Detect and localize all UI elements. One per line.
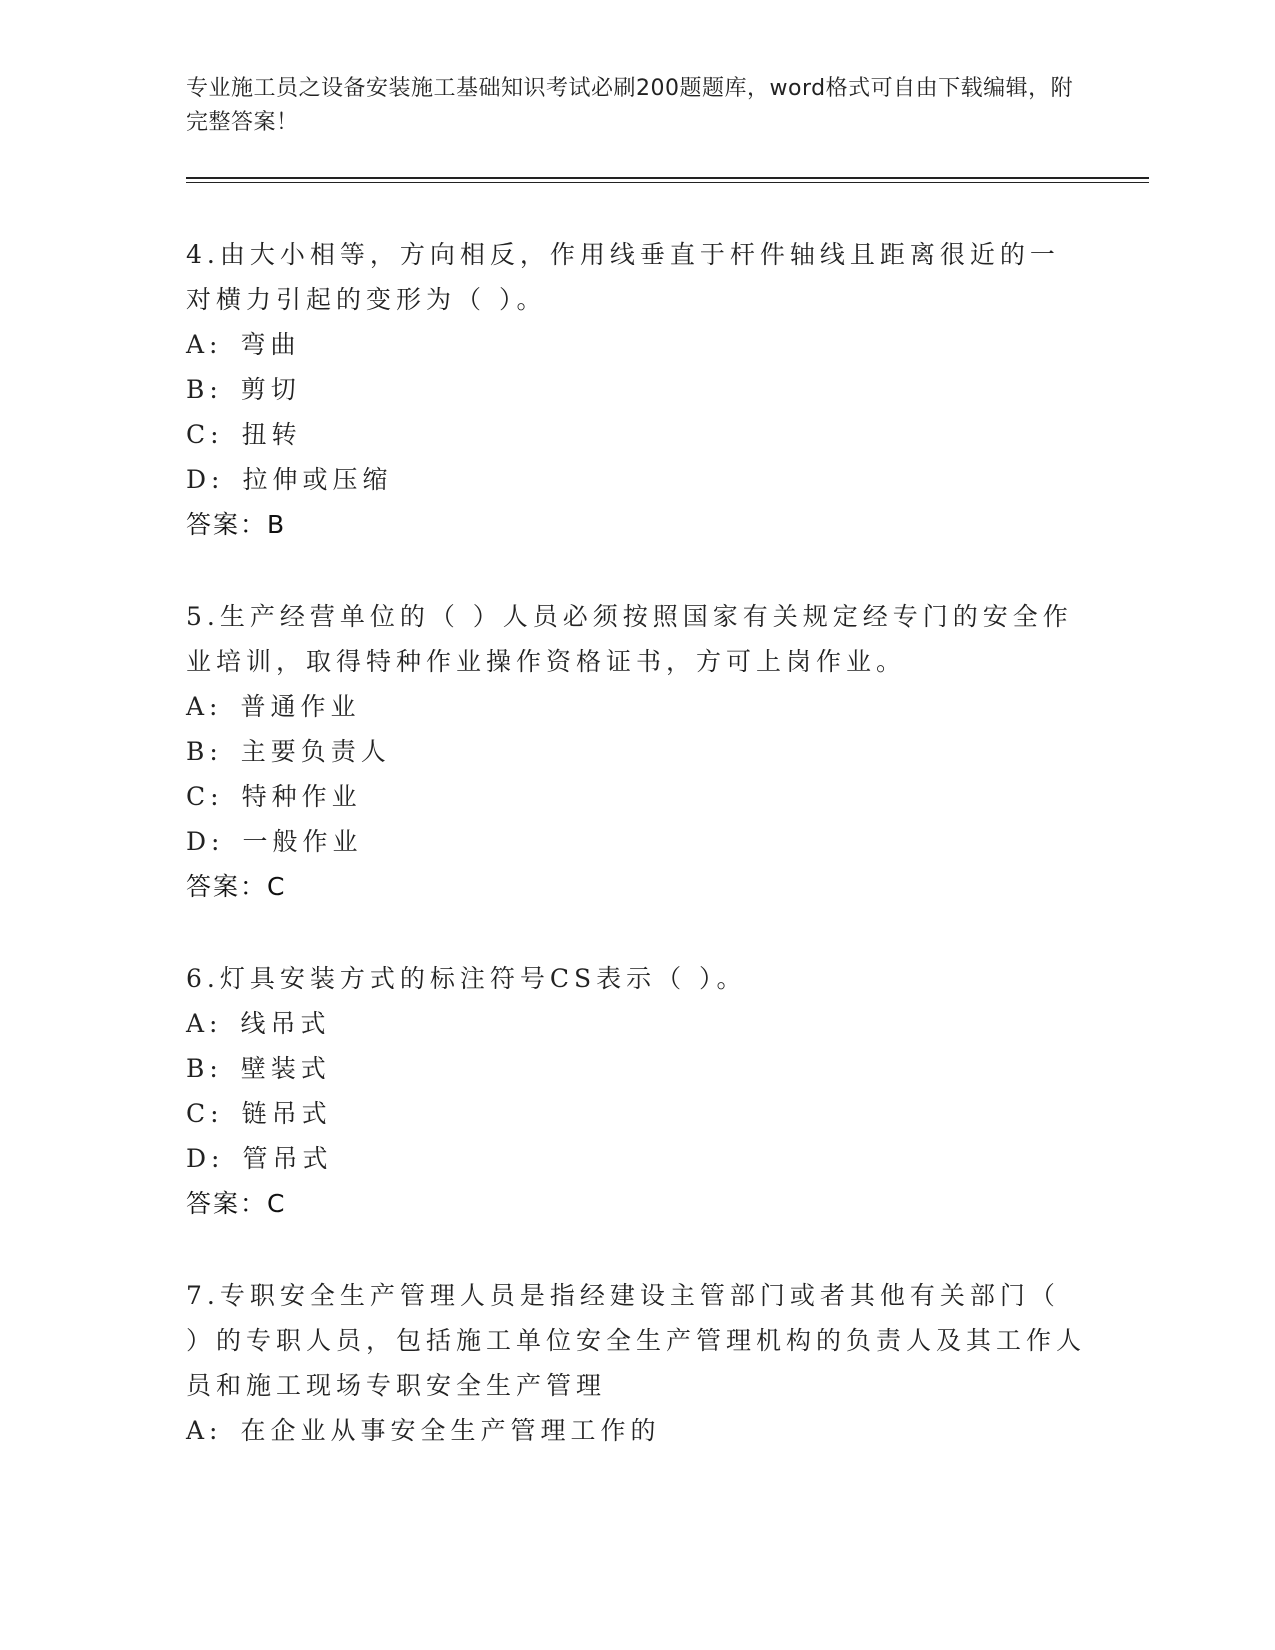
option-d xyxy=(186,1136,1086,1181)
option-text: 弯曲 xyxy=(240,330,301,359)
option-text: 剪切 xyxy=(240,375,301,404)
option-letter: C: xyxy=(186,782,224,811)
option-c xyxy=(186,412,1086,457)
option-d xyxy=(186,819,1086,864)
option-text: 拉伸或压缩 xyxy=(242,465,393,494)
answer-line: 答案：B xyxy=(186,510,287,539)
answer-line: 答案：C xyxy=(186,872,287,901)
option-letter: B: xyxy=(186,1054,223,1083)
question-4 xyxy=(186,232,1086,547)
question-text: 6.灯具安装方式的标注符号CS表示（ ）。 xyxy=(186,964,747,993)
question-text: 4.由大小相等，方向相反，作用线垂直于杆件轴线且距离很近的一对横力引起的变形为（ ）。 xyxy=(186,240,1060,314)
option-letter: D: xyxy=(186,465,225,494)
question-7 xyxy=(186,1273,1086,1453)
option-letter: D: xyxy=(186,827,225,856)
option-letter: A: xyxy=(186,1416,223,1445)
option-letter: B: xyxy=(186,737,223,766)
option-a xyxy=(186,684,1086,729)
option-text: 管吊式 xyxy=(242,1144,333,1173)
option-letter: D: xyxy=(186,1144,225,1173)
option-text: 在企业从事安全生产管理工作的 xyxy=(240,1416,661,1445)
option-b xyxy=(186,729,1086,774)
option-letter: B: xyxy=(186,375,223,404)
option-text: 普通作业 xyxy=(240,692,361,721)
question-5 xyxy=(186,594,1086,909)
option-letter: A: xyxy=(186,1009,223,1038)
answer-line: 答案：C xyxy=(186,1189,287,1218)
option-letter: C: xyxy=(186,420,224,449)
header-divider-thin xyxy=(186,182,1149,183)
header-divider-thick xyxy=(186,177,1149,179)
question-text: 5.生产经营单位的（ ）人员必须按照国家有关规定经专门的安全作业培训，取得特种作业操作资格证书，方可上岗作业。 xyxy=(186,602,1073,676)
option-a xyxy=(186,1408,1086,1453)
option-text: 扭转 xyxy=(241,420,302,449)
option-c xyxy=(186,774,1086,819)
option-c xyxy=(186,1091,1086,1136)
option-b xyxy=(186,1046,1086,1091)
option-text: 链吊式 xyxy=(241,1099,332,1128)
document-header-title: 专业施工员之设备安装施工基础知识考试必刷200题题库，word格式可自由下载编辑，附完整答案！ xyxy=(186,76,1074,135)
option-letter: C: xyxy=(186,1099,224,1128)
option-text: 主要负责人 xyxy=(240,737,391,766)
option-text: 线吊式 xyxy=(240,1009,331,1038)
option-a xyxy=(186,322,1086,367)
question-text: 7.专职安全生产管理人员是指经建设主管部门或者其他有关部门（ ）的专职人员，包括施工单位安全生产管理机构的负责人及其工作人员和施工现场专职安全生产管理 xyxy=(186,1281,1087,1400)
option-letter: A: xyxy=(186,692,223,721)
option-text: 壁装式 xyxy=(240,1054,331,1083)
option-text: 一般作业 xyxy=(242,827,363,856)
option-letter: A: xyxy=(186,330,223,359)
option-a xyxy=(186,1001,1086,1046)
question-6 xyxy=(186,956,1086,1226)
option-d xyxy=(186,457,1086,502)
option-b xyxy=(186,367,1086,412)
option-text: 特种作业 xyxy=(241,782,362,811)
